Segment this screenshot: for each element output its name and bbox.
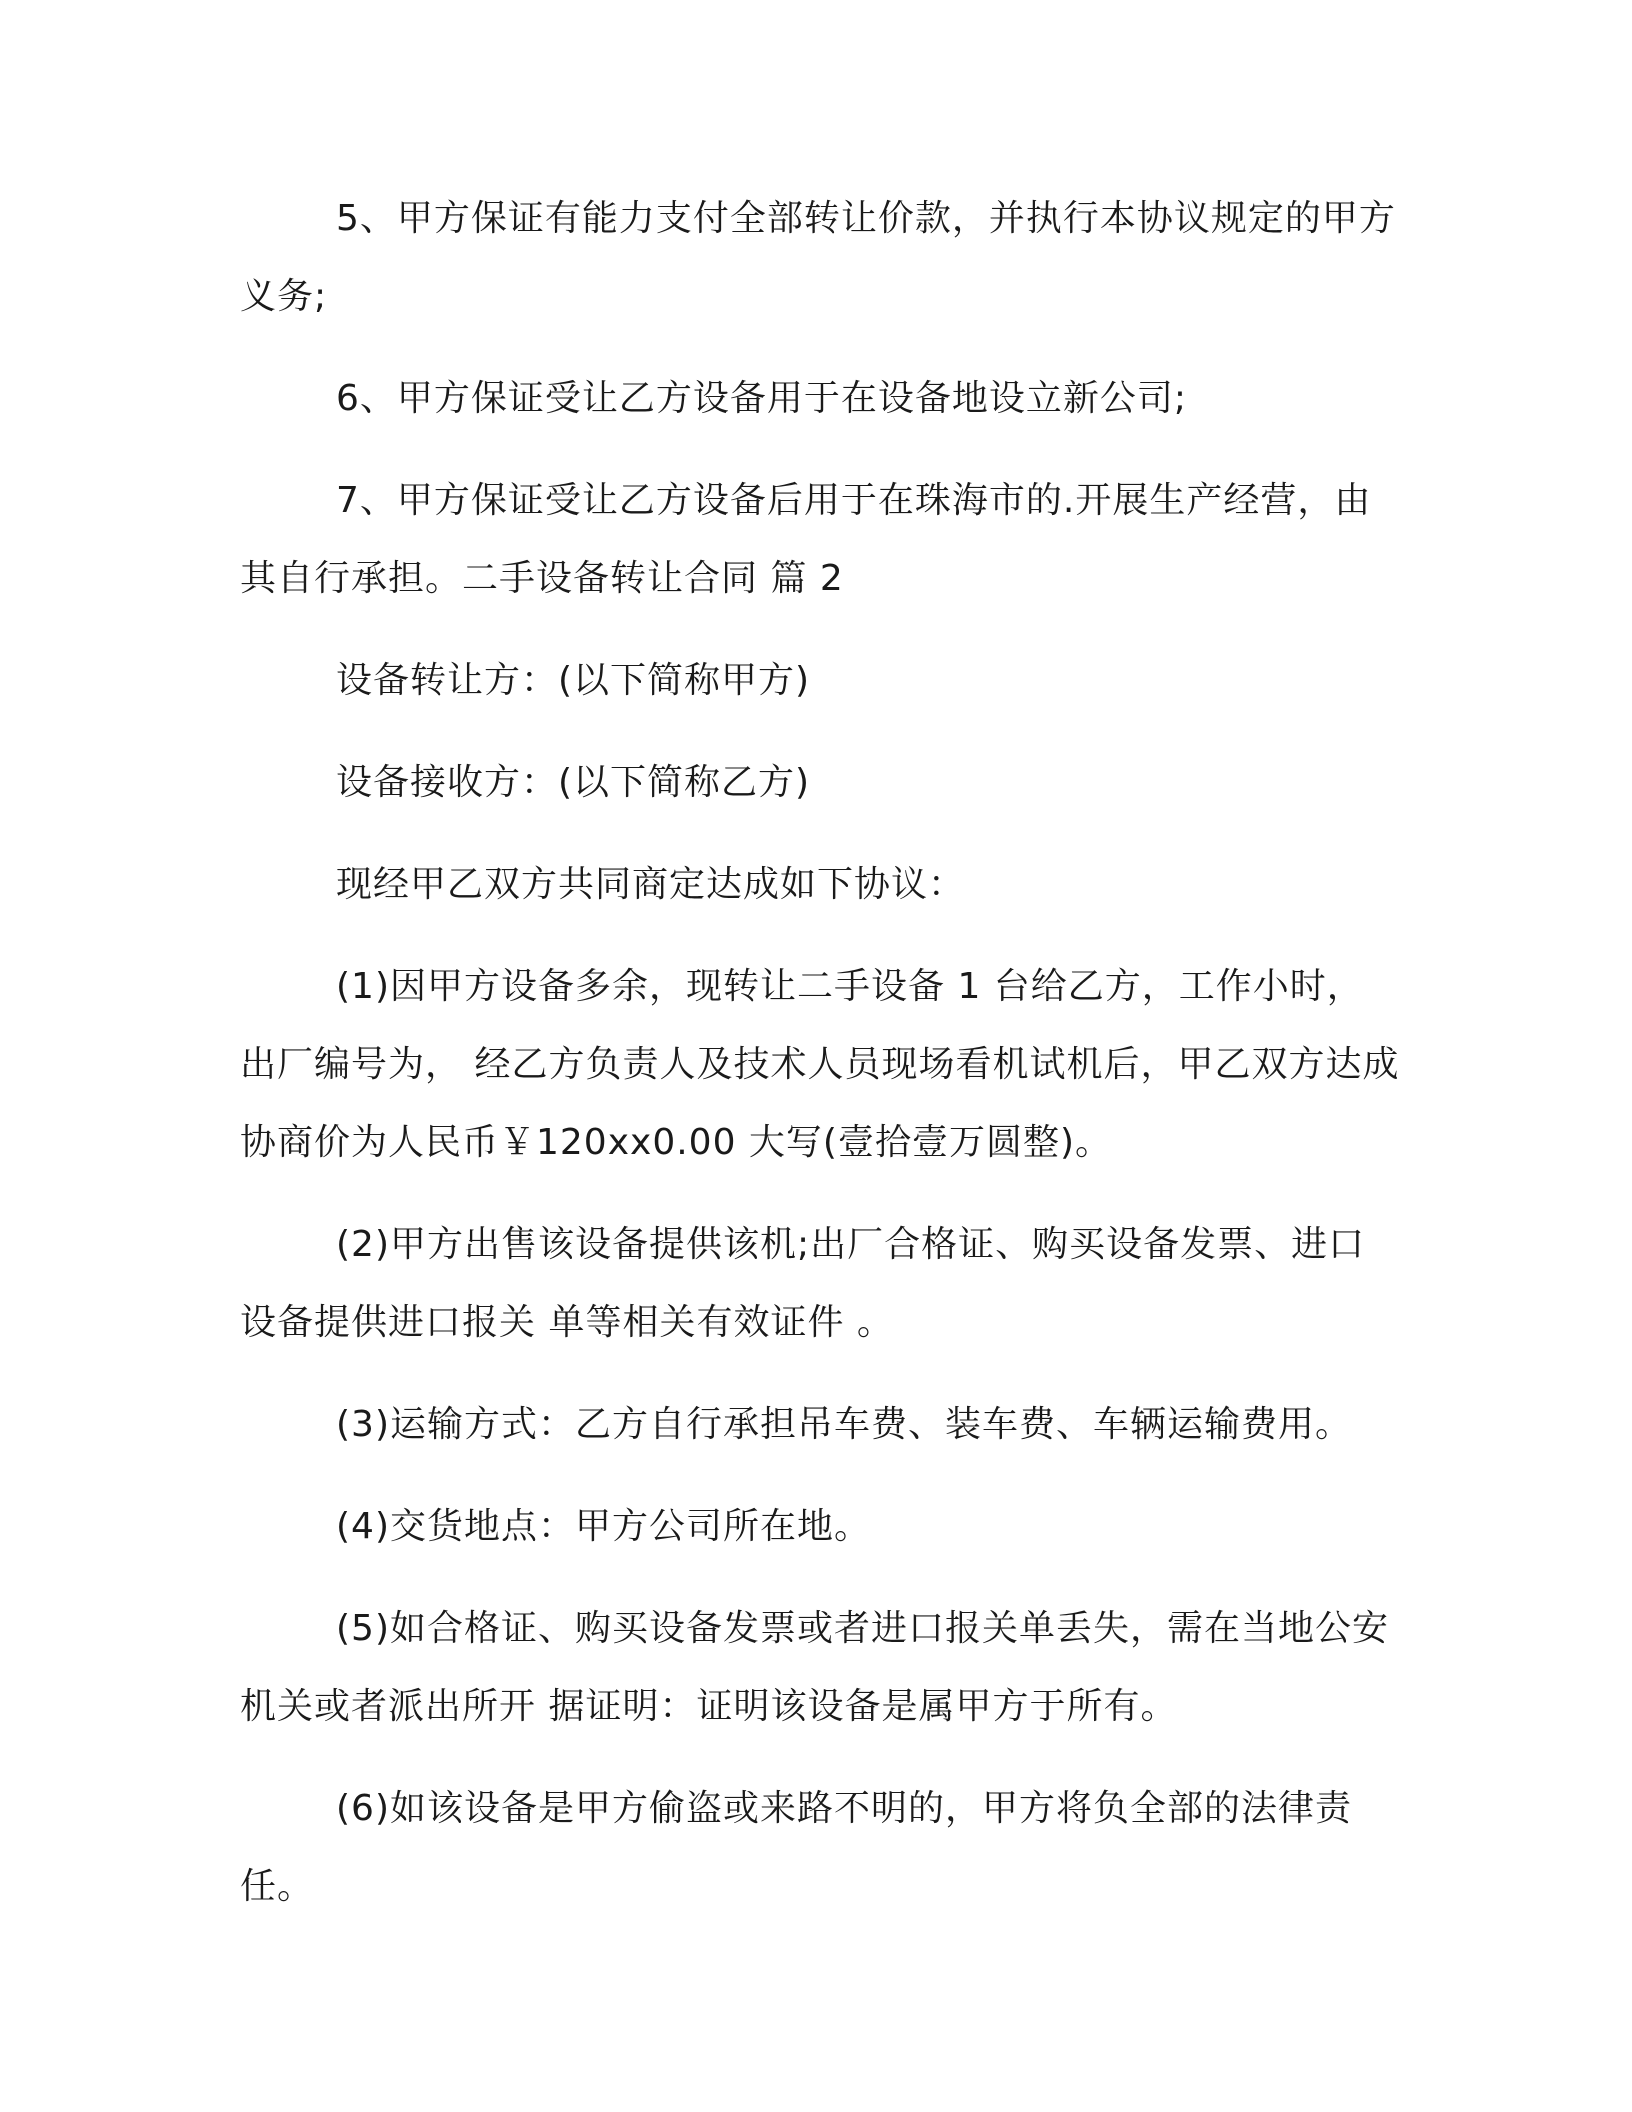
transferee-line: 设备接收方：(以下简称乙方): [336, 762, 811, 803]
agreement-intro: 现经甲乙双方共同商定达成如下协议：: [336, 864, 966, 905]
term-5-paragraph: (5)如合格证、购买设备发票或者进口报关单丢失，需在当地公安机关或者派出所开 据证明：证明该设备是属甲方于所有。: [240, 1608, 1389, 1727]
term-2-paragraph: (2)甲方出售该设备提供该机;出厂合格证、购买设备发票、进口设备提供进口报关 单等相关有效证件 。: [240, 1224, 1366, 1343]
clause-6-paragraph: 6、甲方保证受让乙方设备用于在设备地设立新公司;: [336, 378, 1188, 419]
term-4-paragraph: (4)交货地点：甲方公司所在地。: [336, 1506, 871, 1547]
transferor-line: 设备转让方：(以下简称甲方): [336, 660, 811, 701]
term-1-paragraph: (1)因甲方设备多余，现转让二手设备 1 台给乙方，工作小时，出厂编号为， 经乙方负责人及技术人员现场看机试机后，甲乙双方达成协商价为人民币￥120xx0.00 大写(壹拾壹万圆整)。: [240, 966, 1400, 1163]
term-3-paragraph: (3)运输方式：乙方自行承担吊车费、装车费、车辆运输费用。: [336, 1404, 1352, 1445]
term-6-paragraph: (6)如该设备是甲方偷盗或来路不明的，甲方将负全部的法律责任。: [240, 1788, 1352, 1907]
clause-5-paragraph: 5、甲方保证有能力支付全部转让价款，并执行本协议规定的甲方义务;: [240, 198, 1396, 317]
document-body: [240, 180, 1400, 1950]
clause-7-paragraph: 7、甲方保证受让乙方设备后用于在珠海市的.开展生产经营，由其自行承担。二手设备转让合同 篇 2: [240, 480, 1372, 599]
